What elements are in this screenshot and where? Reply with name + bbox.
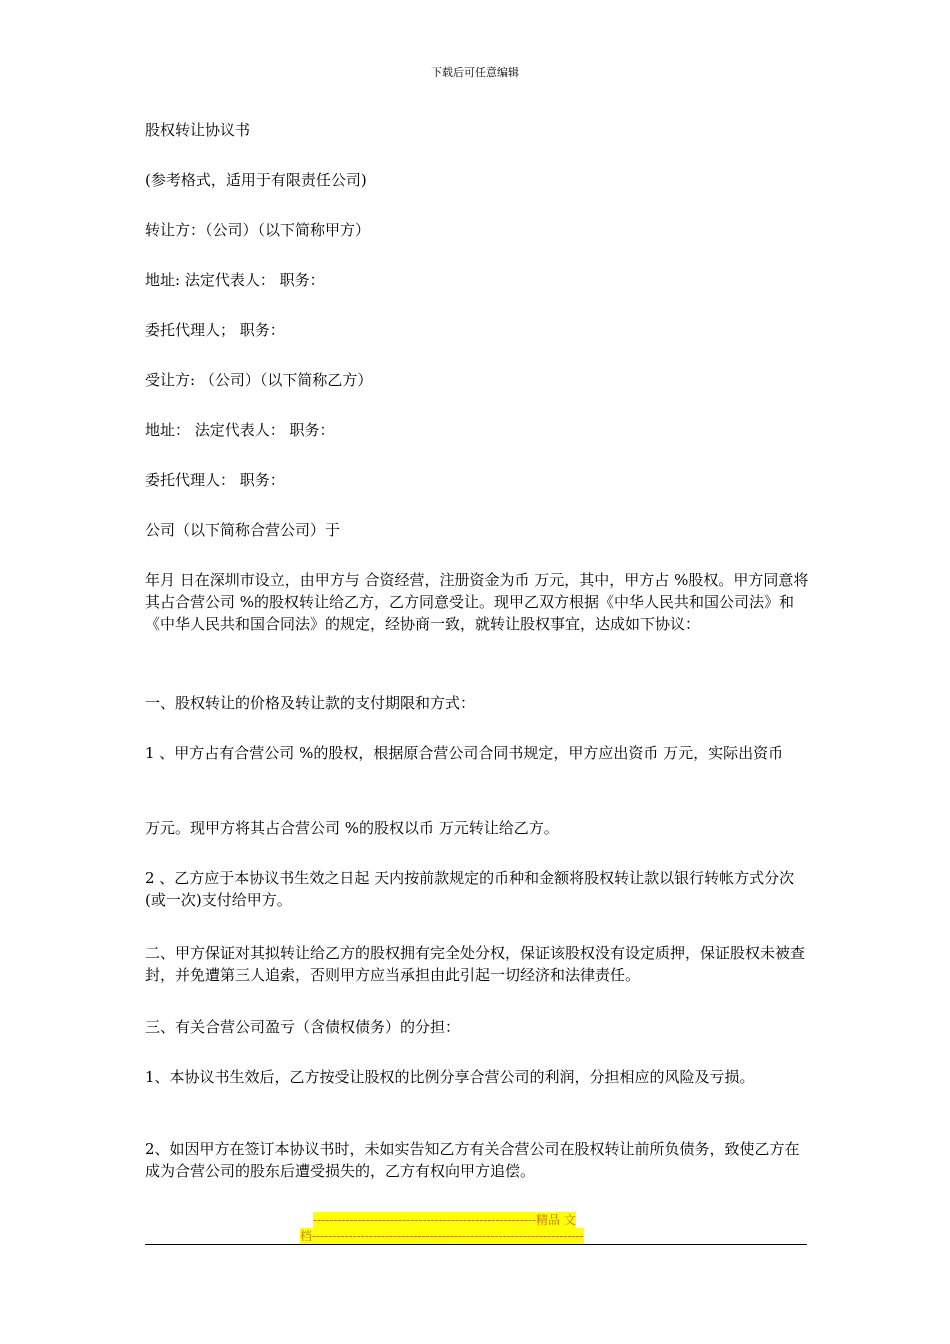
document-title: 股权转让协议书 — [145, 121, 251, 139]
paragraph: 地址: 法定代表人： 职务： — [145, 271, 325, 289]
paragraph: (参考格式，适用于有限责任公司) — [145, 171, 367, 189]
paragraph: 二、甲方保证对其拟转让给乙方的股权拥有完全处分权，保证该股权没有设定质押，保证股权未被查封，并免遭第三人追索，否则甲方应当承担由此引起一切经济和法律责任。 — [145, 944, 806, 984]
paragraph: 公司（以下简称合营公司）于 — [145, 521, 341, 539]
paragraph: 1、本协议书生效后，乙方按受让股权的比例分享合营公司的利润，分担相应的风险及亏损。 — [145, 1068, 755, 1086]
paragraph: 2、如因甲方在签订本协议书时，未如实告知乙方有关合营公司在股权转让前所负债务，致使乙方在成为合营公司的股东后遭受损失的，乙方有权向甲方追偿。 — [145, 1140, 800, 1180]
footer-line: 档------------------------------------------------------------------- — [300, 1229, 584, 1243]
footer-line: -------------------------------------------------------精品 文 — [313, 1213, 576, 1227]
paragraph: 委托代理人： 职务： — [145, 471, 285, 489]
paragraph: 地址： 法定代表人： 职务： — [145, 421, 335, 439]
paragraph: 转让方：（公司）（以下简称甲方） — [145, 221, 371, 239]
footer-divider — [145, 1244, 807, 1245]
paragraph: 年月 日在深圳市设立，由甲方与 合资经营，注册资金为币 万元，其中，甲方占 %股权。甲方同意将其占合营公司 %的股权转让给乙方，乙方同意受让。现甲乙双方根据《中华人民共和国公司法》和《中华人民共和国合同法》的规定，经协商一致，就转让股权事宜，达成如下协议： — [145, 571, 809, 633]
page-header: 下载后可任意编辑 — [431, 66, 519, 79]
paragraph: 2 、乙方应于本协议书生效之日起 天内按前款规定的币种和金额将股权转让款以银行转帐方式分次(或一次)支付给甲方。 — [145, 869, 795, 909]
paragraph: 委托代理人； 职务： — [145, 321, 285, 339]
paragraph: 1 、甲方占有合营公司 %的股权，根据原合营公司合同书规定，甲方应出资币 万元，实际出资币 — [145, 744, 784, 762]
paragraph: 受让方: （公司）（以下简称乙方） — [145, 371, 373, 389]
footer-watermark — [300, 1212, 650, 1244]
section-heading: 三、有关合营公司盈亏（含债权债务）的分担： — [145, 1018, 461, 1036]
paragraph: 万元。现甲方将其占合营公司 %的股权以币 万元转让给乙方。 — [145, 819, 559, 837]
section-heading: 一、股权转让的价格及转让款的支付期限和方式： — [145, 694, 476, 712]
